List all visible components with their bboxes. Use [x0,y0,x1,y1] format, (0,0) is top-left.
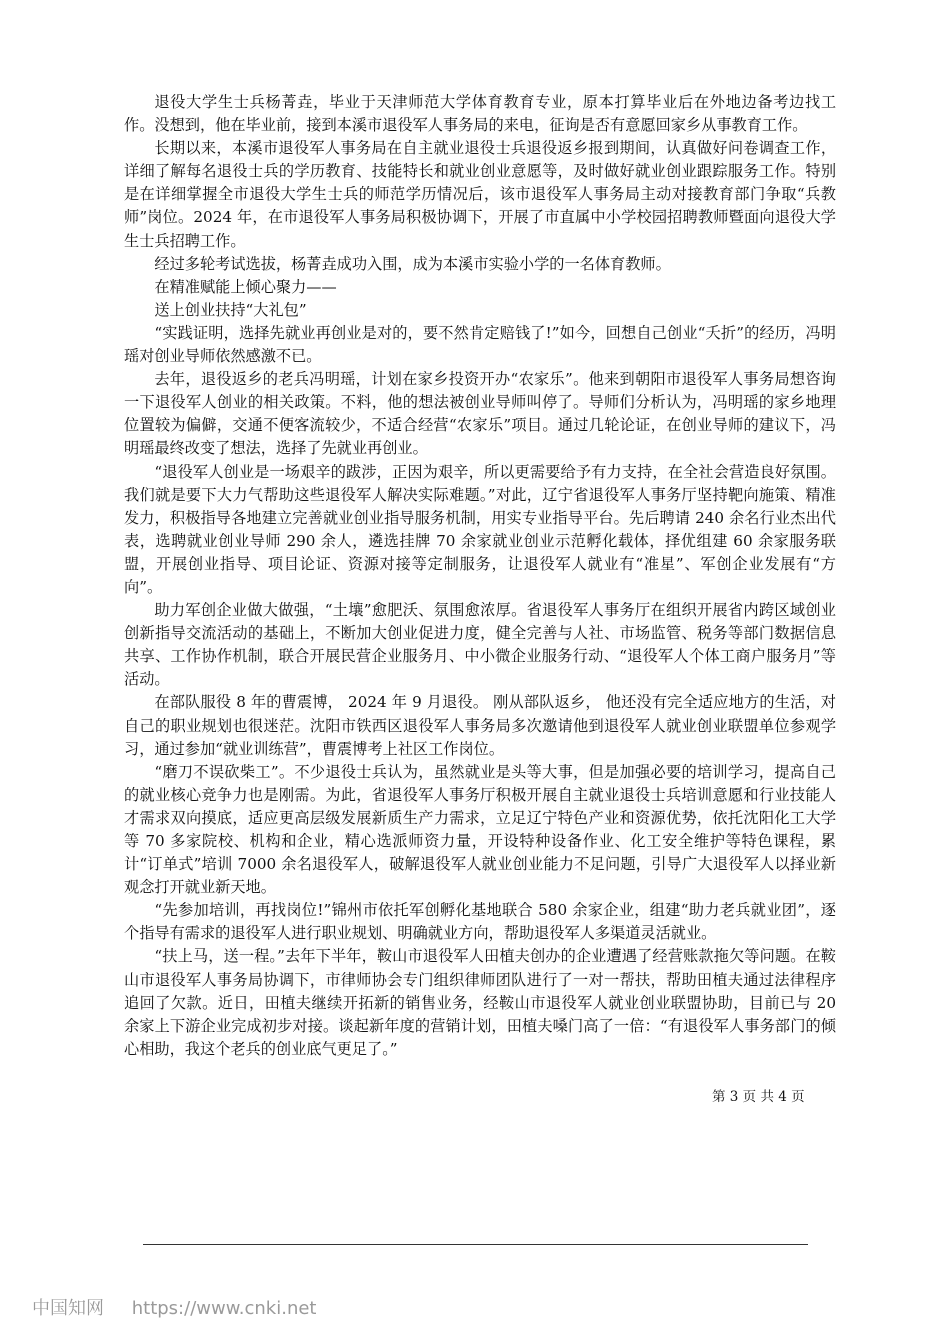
paragraph: 长期以来，本溪市退役军人事务局在自主就业退役士兵退役返乡报到期间，认真做好问卷调查工作，详细了解每名退役士兵的学历教育、技能特长和就业创业意愿等，及时做好就业创业跟踪服务工作。特别是在详细掌握全市退役大学生士兵的师范学历情况后，该市退役军人事务局主动对接教育部门争取“兵教师”岗位。2024 年，在市退役军人事务局积极协调下，开展了市直属中小学校园招聘教师暨面向退役大学生士兵招聘工作。 [124,139,836,250]
paragraph: 助力军创企业做大做强，“土壤”愈肥沃、氛围愈浓厚。省退役军人事务厅在组织开展省内跨区域创业创新指导交流活动的基础上，不断加大创业促进力度，健全完善与人社、市场监管、税务等部门数据信息共享、工作协作机制，联合开展民营企业服务月、中小微企业服务行动、“退役军人个体工商户服务月”等活动。 [124,601,836,689]
paragraph: 在部队服役 8 年的曹震博， 2024 年 9 月退役。 刚从部队返乡， 他还没有完全适应地方的生活，对自己的职业规划也很迷茫。沈阳市铁西区退役军人事务局多次邀请他到退役军人就业创业联盟单位参观学习，通过参加“就业训练营”，曹震博考上社区工作岗位。 [124,693,836,758]
paragraph: “扶上马，送一程。”去年下半年，鞍山市退役军人田植夫创办的企业遭遇了经营账款拖欠等问题。在鞍山市退役军人事务局协调下，市律师协会专门组织律师团队进行了一对一帮扶，帮助田植夫通过法律程序追回了欠款。近日，田植夫继续开拓新的销售业务，经鞍山市退役军人就业创业联盟协助，目前已与 20 余家上下游企业完成初步对接。谈起新年度的营销计划，田植夫嗓门高了一倍：“有退役军人事务部门的倾心相助，我这个老兵的创业底气更足了。” [124,947,836,1058]
article-body [124,91,836,1061]
section-heading: 在精准赋能上倾心聚力—— [154,277,337,296]
section-subheading: 送上创业扶持“大礼包” [154,300,307,319]
paragraph: 退役大学生士兵杨菁垚，毕业于天津师范大学体育教育专业，原本打算毕业后在外地边备考边找工作。没想到，他在毕业前，接到本溪市退役军人事务局的来电，征询是否有意愿回家乡从事教育工作。 [124,93,836,135]
watermark-footer [32,1294,316,1320]
paragraph: 经过多轮考试选拔，杨菁垚成功入围，成为本溪市实验小学的一名体育教师。 [154,254,671,273]
page-number: 第 3 页 共 4 页 [712,1089,805,1105]
paragraph: 去年，退役返乡的老兵冯明瑶，计划在家乡投资开办“农家乐”。他来到朝阳市退役军人事务局想咨询一下退役军人创业的相关政策。不料，他的想法被创业导师叫停了。导师们分析认为，冯明瑶的家乡地理位置较为偏僻，交通不便客流较少，不适合经营“农家乐”项目。通过几轮论证，在创业导师的建议下，冯明瑶最终改变了想法，选择了先就业再创业。 [124,370,836,458]
site-url[interactable]: https://www.cnki.net [131,1298,317,1319]
paragraph: “先参加培训，再找岗位!”锦州市依托军创孵化基地联合 580 余家企业，组建“助力老兵就业团”，逐个指导有需求的退役军人进行职业规划、明确就业方向，帮助退役军人多渠道灵活就业。 [124,901,836,943]
footer-divider [143,1244,808,1245]
paragraph: “磨刀不误砍柴工”。不少退役士兵认为，虽然就业是头等大事，但是加强必要的培训学习，提高自己的就业核心竞争力也是刚需。为此，省退役军人事务厅积极开展自主就业退役士兵培训意愿和行业技能人才需求双向摸底，适应更高层级发展新质生产力需求，立足辽宁特色产业和资源优势，依托沈阳化工大学等 70 多家院校、机构和企业，精心选派师资力量，开设特种设备作业、化工安全维护等特色课程，累计“订单式”培训 7000 余名退役军人，破解退役军人就业创业能力不足问题，引导广大退役军人以择业新观念打开就业新天地。 [124,762,836,897]
paragraph: “退役军人创业是一场艰辛的跋涉，正因为艰辛，所以更需要给予有力支持，在全社会营造良好氛围。我们就是要下大力气帮助这些退役军人解决实际难题。”对此，辽宁省退役军人事务厅坚持靶向施策、精准发力，积极指导各地建立完善就业创业指导服务机制，用实专业指导平台。先后聘请 240 余名行业杰出代表，选聘就业创业导师 290 余人，遴选挂牌 70 余家就业创业示范孵化载体，择优组建 60 余家服务联盟，开展创业指导、项目论证、资源对接等定制服务，让退役军人就业有“准星”、军创企业发展有“方向”。 [124,462,836,596]
site-name: 中国知网 [32,1298,104,1319]
paragraph: “实践证明，选择先就业再创业是对的，要不然肯定赔钱了!”如今，回想自己创业“夭折”的经历，冯明瑶对创业导师依然感激不已。 [124,323,836,366]
